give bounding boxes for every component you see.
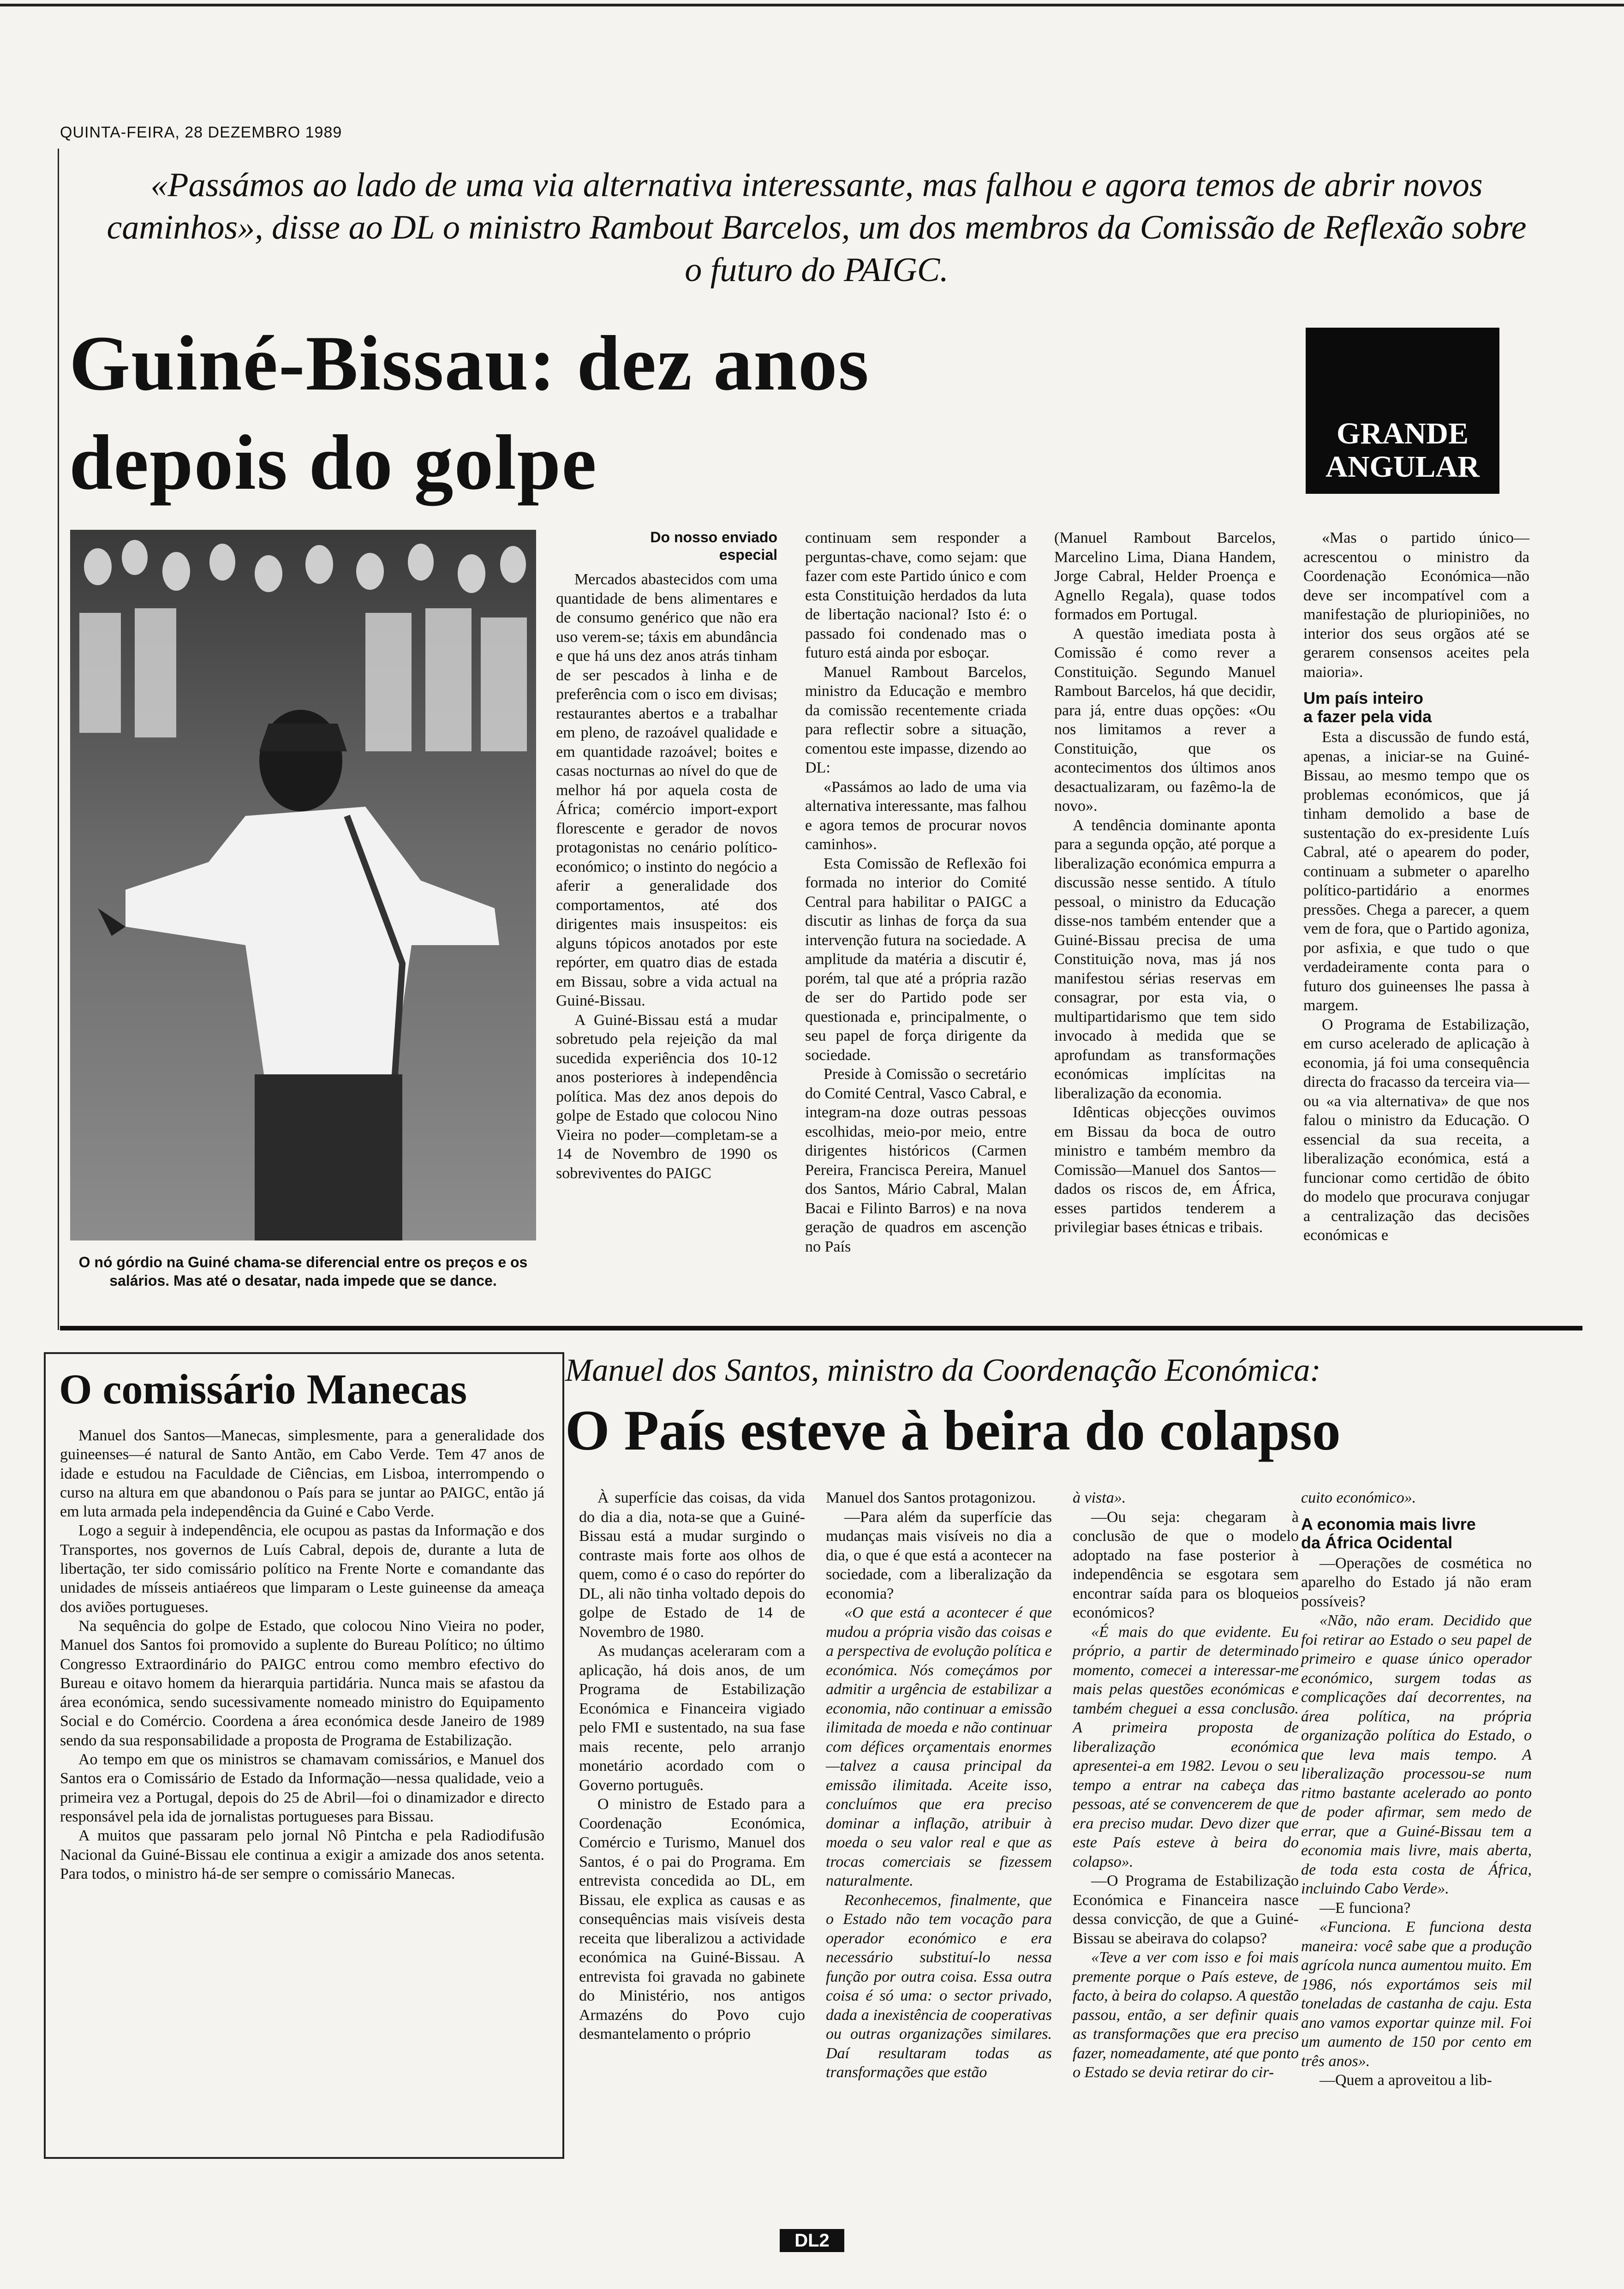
paragraph: «Teve a ver com isso e foi mais premente porque o País esteve, de facto, à beira do colapso. A questão passou, então, a ser definir quais as transformações que era preciso fazer, nomeadamente, até que ponto o Estado se devia retirar do cir-: [1073, 1949, 1299, 2081]
top-story-column-3: [1054, 528, 1276, 1237]
top-story-column-1: [556, 528, 777, 1183]
paragraph: A muitos que passaram pelo jornal Nô Pintcha e pela Radiodifusão Nacional da Guiné-Bissau ele continua a exigir a amizade dos anos setenta. Para todos, o ministro há-de ser sempre o comissário Manecas.: [60, 1827, 544, 1882]
paragraph: As mudanças aceleraram com a aplicação, há dois anos, de um Programa de Estabilização Económica e Financeira vigiado pelo FMI e sustentado, na sua fase mais recente, pelo arranjo monetário acordado com o Governo português.: [579, 1642, 805, 1794]
paragraph: «Passámos ao lado de uma via alternativa interessante, mas falhou e agora temos de procurar novos caminhos».: [805, 778, 1027, 853]
paragraph: A Guiné-Bissau está a mudar sobretudo pela rejeição da mal sucedida experiência dos 10-12 anos posteriores à independência política. Mas dez anos depois do golpe de Estado que colocou Nino Vieira no poder—completam-se a 14 de Novembro de 1990 os sobreviventes do PAIGC: [556, 1011, 777, 1182]
headline-line-1: Guiné-Bissau: dez anos: [69, 320, 870, 407]
badge-line-1: GRANDE: [1336, 417, 1469, 450]
paragraph: Manuel Rambout Barcelos, ministro da Educação e membro da comissão recentemente criada para reflectir sobre a situação, comentou este impasse, dizendo ao DL:: [805, 663, 1027, 776]
paragraph: Mercados abastecidos com uma quantidade de bens alimentares e de consumo genérico que não era uso verem-se; táxis em abundância e que há uns dez anos atrás tinham de ser pescados à linha e de preferência com o isco em divisas; restaurantes abertos e a trabalhar em pleno, de razoável qualidade e em quantidade razoável; boites e casas nocturnas ao nível do que de melhor há por aquela costa de África; comércio import-export florescente e gerador de novos protagonistas no cenário político-económico; o instinto do negócio a aferir a generalidade dos comportamentos, até dos dirigentes mais insuspeitos: eis alguns tópicos anotados por este repórter, em quatro dias de estada em Bissau, sobre a vida actual na Guiné-Bissau.: [556, 571, 777, 1009]
subhead-line-1: A economia mais livre: [1301, 1514, 1476, 1534]
page-dateline: QUINTA-FEIRA, 28 DEZEMBRO 1989: [60, 124, 342, 141]
subhead-line-1: Um país inteiro: [1303, 689, 1424, 707]
page-number: 2: [819, 2230, 830, 2251]
section-badge-grande-angular: [1306, 328, 1499, 494]
paragraph: cuito económico».: [1301, 1489, 1416, 1506]
paragraph: —Operações de cosmética no aparelho do Estado já não eram possíveis?: [1301, 1554, 1532, 1610]
paragraph: continuam sem responder a perguntas-chave, como sejam: que fazer com este Partido único e com esta Constituição herdados da luta de libertação nacional? Isto é: o passado foi condenado mas o futuro está ainda por esboçar.: [805, 529, 1027, 661]
top-story-column-2: [805, 528, 1027, 1256]
dancer-photo-illustration: [70, 530, 536, 1240]
paragraph: Na sequência do golpe de Estado, que colocou Nino Vieira no poder, Manuel dos Santos foi promovido a suplente do Bureau Político; no último Congresso Extraordinário do PAIGC entrou como membro efectivo do Bureau e oitavo homem da hierarquia partidária. Nunca mais se afastou da área económica, sendo sucessivamente nomeado ministro do Equipamento Social e do Comércio. Coordena a área económica desde Janeiro de 1989 sendo da sua responsabilidade a proposta de Programa de Estabilização.: [60, 1617, 544, 1749]
section-badge-text: [1306, 417, 1499, 484]
paragraph: O Programa de Estabilização, em curso acelerado de aplicação à economia, já foi uma consequência directa do fracasso da terceira via—ou «a via alternativa» de que nos falou o ministro da Educação. O essencial da sua receita, a liberalização económica, está a funcionar como certidão de óbito do modelo que procurava conjugar a centralização das decisões económicas e: [1303, 1016, 1529, 1244]
paragraph: «Mas o partido único—acrescentou o ministro da Coordenação Económica—não deve ser incompatível com a manifestação de pluriopiniões, no interior dos seus orgãos até se gerarem consensos aceites pela maioria».: [1303, 529, 1529, 681]
paragraph: —O Programa de Estabilização Económica e Financeira nasce dessa convicção, de que a Guiné-Bissau se abeirava do colapso?: [1073, 1872, 1299, 1947]
paragraph: Ao tempo em que os ministros se chamavam comissários, e Manuel dos Santos era o Comissário de Estado da Informação—nessa qualidade, veio a primeira vez a Portugal, depois do 25 de Abril—foi o dinamizador e directo responsável pela ida de jornalistas portugueses para Bissau.: [60, 1751, 544, 1825]
interview-column-1: [579, 1488, 805, 2044]
dancer-photo: [70, 530, 536, 1240]
paragraph: Reconhecemos, finalmente, que o Estado não tem vocação para operador económico e era necessário substituí-lo nessa função por outra coisa. Essa outra coisa é só uma: o sector privado, dada a inexistência de cooperativas ou outras organizações similares. Daí resultaram todas as transformações que estão: [826, 1891, 1052, 2081]
paragraph: —Quem a aproveitou a lib-: [1320, 2072, 1492, 2089]
sidebar-body: [60, 1426, 544, 1883]
subhead-line-2: da África Ocidental: [1301, 1533, 1453, 1552]
interview-column-3: [1073, 1488, 1299, 2082]
paragraph: O ministro de Estado para a Coordenação Económica, Comércio e Turismo, Manuel dos Santos, é o pai do Programa. Em entrevista concedida ao DL, em Bissau, ele explica as causas e as consequências mais visíveis desta receita que liberalizou a actividade económica na Guiné-Bissau. A entrevista foi gravada no gabinete do Ministério, nos antigos Armazéns do Povo cujo desmantelamento o próprio: [579, 1796, 805, 2043]
logo-text: DL: [794, 2230, 819, 2251]
byline-line-1: Do nosso enviado: [650, 529, 777, 545]
subhead-line-2: a fazer pela vida: [1303, 707, 1432, 726]
top-story-column-4: [1303, 528, 1529, 1245]
section-divider-rule: [60, 1326, 1582, 1330]
top-story-headline: [69, 314, 1269, 512]
paragraph: Esta Comissão de Reflexão foi formada no interior do Comité Central para habilitar o PAIGC a discutir as linhas de força da sua intervenção futura na sociedade. A amplitude da matéria a discutir é, porém, tal que até a própria razão de ser do Partido pode ser questionada e, principalmente, o seu papel de força dirigente da sociedade.: [805, 855, 1027, 1064]
paragraph: —E funciona?: [1320, 1899, 1411, 1917]
top-border-rule: [0, 4, 1624, 6]
paragraph: A questão imediata posta à Comissão é como rever a Constituição. Segundo Manuel Rambout Barcelos, há que decidir, para já, entre duas opções: «Ou nos limitamos a rever a Constituição, que os acontecimentos dos últimos anos desactualizaram, ou fazêmo-la de novo».: [1054, 625, 1276, 815]
top-story-kicker: «Passámos ao lado de uma via alternativa interessante, mas falhou e agora temos de abrir novos caminhos», disse ao DL o ministro Rambout Barcelos, um dos membros da Comissão de Reflexão sobre o futuro do PAIGC.: [107, 166, 1527, 289]
paragraph: À superfície das coisas, da vida do dia a dia, nota-se que a Guiné-Bissau está a mudar surgindo o contraste mais forte aos olhos de quem, como é o caso do repórter do DL, ali não tinha voltado depois do golpe de Estado de 14 de Novembro de 1980.: [579, 1489, 805, 1641]
byline: [556, 528, 777, 563]
paragraph: Logo a seguir à independência, ele ocupou as pastas da Informação e dos Transportes, nos governos de Luís Cabral, depois de, durante a luta de libertação, ter sido comissário político na Frente Norte e comandante das unidades de mísseis antiaéreos que limparam o Leste guineense da ameaça dos aviões portugueses.: [60, 1522, 544, 1616]
footer-dl-logo: [780, 2229, 844, 2252]
interview-headline: O País esteve à beira do colapso: [565, 1399, 1341, 1462]
paragraph: Idênticas objecções ouvimos em Bissau da boca de outro ministro e também membro da Comissão—Manuel dos Santos—dados os riscos de, em África, esses partidos tenderem a privilegiar bases étnicas e tribais.: [1054, 1104, 1276, 1236]
paragraph: (Manuel Rambout Barcelos, Marcelino Lima, Diana Handem, Jorge Cabral, Helder Proença e Agnello Regala), quase todos formados em Portugal.: [1054, 529, 1276, 623]
column-subhead: [1301, 1515, 1532, 1552]
paragraph: Manuel dos Santos—Manecas, simplesmente, para a generalidade dos guineenses—é natural de Santo Antão, em Cabo Verde. Tem 47 anos de idade e estudou na Faculdade de Ciências, em Lisboa, interrompendo o curso na altura em que abandonou o País para se juntar ao PAIGC, então já em luta armada pela independência da Guiné e Cabo Verde.: [60, 1427, 544, 1521]
paragraph: —Ou seja: chegaram à conclusão de que o modelo adoptado na fase posterior à independência se esgotara sem encontrar saída para os bloqueios económicos?: [1073, 1508, 1299, 1621]
photo-caption: O nó górdio na Guiné chama-se diferencial entre os preços e os salários. Mas até o desatar, nada impede que se dance.: [78, 1254, 528, 1289]
paragraph: Esta a discussão de fundo está, apenas, a iniciar-se na Guiné-Bissau, ao mesmo tempo que os problemas económicos, que já tinham demolido a base de sustentação do ex-presidente Luís Cabral, até o apearem do poder, continuam a submeter o aparelho político-partidário a enormes pressões. Chega a parecer, a quem vem de fora, que o Partido agoniza, por asfixia, e que tudo o que verdadeiramente conta para o futuro dos guineenses lhe passa à margem.: [1303, 729, 1529, 1014]
paragraph: «É mais do que evidente. Eu próprio, a partir de determinado momento, comecei a interessar-me mais pelas questões económicas e também cheguei a essa conclusão. A primeira proposta de liberalização económica apresentei-a em 1982. Levou o seu tempo a entrar na cabeça das pessoas, até se convencerem de que era preciso mudar. Devo dizer que este País esteve à beira do colapso».: [1073, 1623, 1299, 1870]
column-subhead: [1303, 689, 1529, 726]
interview-kicker: Manuel dos Santos, ministro da Coordenação Económica:: [565, 1353, 1321, 1388]
paragraph: Manuel dos Santos protagonizou.: [826, 1489, 1036, 1506]
interview-column-4: [1301, 1488, 1532, 2090]
paragraph: —Para além da superfície das mudanças mais visíveis no dia a dia, o que é que está a acontecer na sociedade, com a liberalização da economia?: [826, 1508, 1052, 1602]
paragraph: Preside à Comissão o secretário do Comité Central, Vasco Cabral, e integram-na doze outras pessoas escolhidas, meio-por meio, entre dirigentes históricos (Carmen Pereira, Francisca Pereira, Manuel dos Santos, Mário Cabral, Malan Bacai e Filinto Barros) e na nova geração de quadros em ascenção no País: [805, 1066, 1027, 1255]
paragraph: «Não, não eram. Decidido que foi retirar ao Estado o seu papel de primeiro e quase único operador económico, surgem todas as complicações daí decorrentes, na área política, na própria organização política do Estado, o que leva mais tempo. A liberalização processou-se num ritmo bastante acelerado ao ponto de poder afirmar, sem medo de errar, que a Guiné-Bissau tem a economia mais livre, mais aberta, de toda esta costa de África, incluindo Cabo Verde».: [1301, 1612, 1532, 1897]
byline-line-2: especial: [719, 546, 777, 563]
headline-line-2: depois do golpe: [69, 419, 597, 506]
paragraph: à vista».: [1073, 1489, 1126, 1506]
paragraph: «Funciona. E funciona desta maneira: você sabe que a produção agrícola nunca aumentou muito. Em 1986, nós exportámos seis mil toneladas de castanha de caju. Esta ano vamos exportar quinze mil. Foi um aumento de 150 por cento em três anos».: [1301, 1918, 1532, 2070]
paragraph: A tendência dominante aponta para a segunda opção, até porque a liberalização económica empurra a discussão nesse sentido. A título pessoal, o ministro da Educação disse-nos também entender que a Guiné-Bissau precisa de uma Constituição nova, mas já nos manifestou sérias reservas em consagrar, por esta via, o multipartidarismo que tem sido invocado à medida que se aprofundam as transformações económicas implícitas na liberalização da economia.: [1054, 816, 1276, 1102]
sidebar-title: O comissário Manecas: [59, 1366, 467, 1413]
paragraph: «O que está a acontecer é que mudou a própria visão das coisas e a perspectiva de evolução política e económica. Nós começámos por admitir a urgência de estabilizar a economia, não continuar a emissão ilimitada de moeda e não continuar com défices orçamentais enormes—talvez a causa principal da emissão ilimitada. Aceite isso, concluímos que era preciso dominar a inflação, atribuir à moeda o seu valor real e que as trocas comerciais se fizessem naturalmente.: [826, 1604, 1052, 1889]
interview-column-2: [826, 1488, 1052, 2082]
badge-line-2: ANGULAR: [1325, 450, 1480, 484]
